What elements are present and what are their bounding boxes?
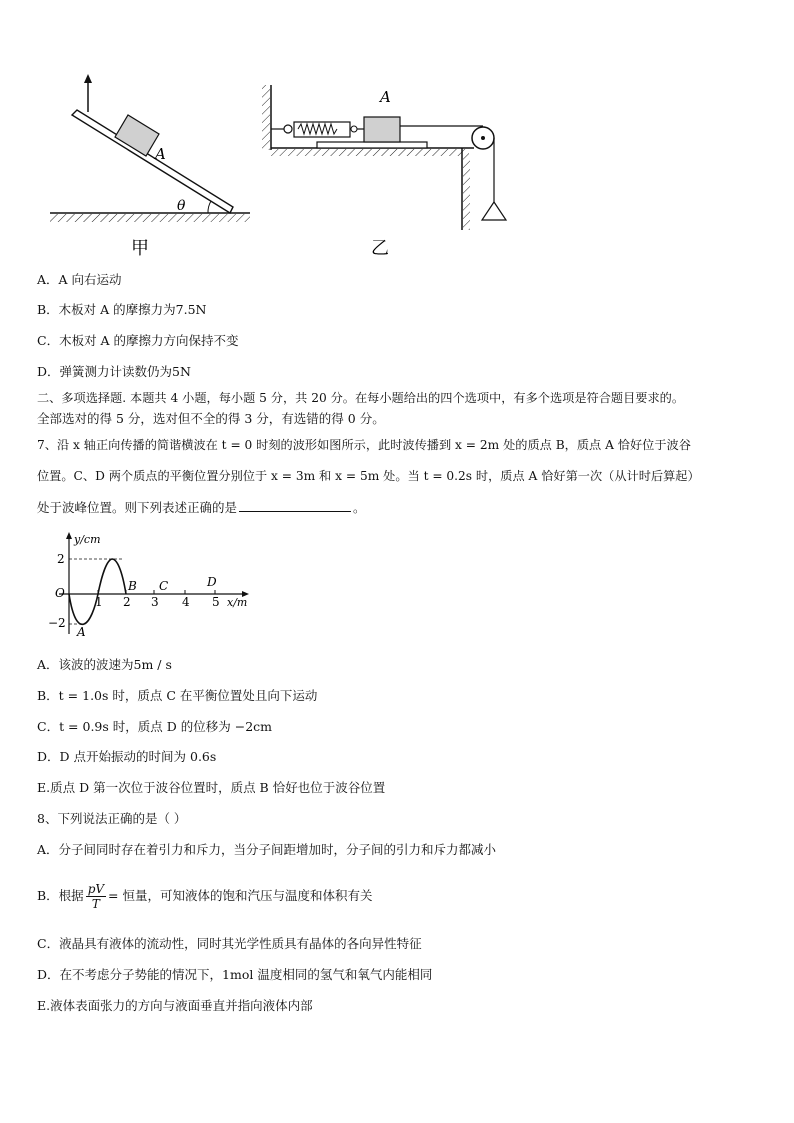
board (317, 142, 427, 148)
section2-line1: 二、多项选择题. 本题共 4 小题，每小题 5 分，共 20 分。在每小题给出的四个选项中，有多个选项是符合题目要求的。 (37, 391, 685, 405)
x-tick-1: 1 (95, 595, 103, 609)
answer-blank (239, 499, 351, 512)
point-d-label: D (207, 575, 217, 589)
block-a (115, 115, 159, 156)
wave-graph (45, 530, 260, 645)
figure-yi (262, 80, 512, 260)
y-tick-neg2: −2 (48, 616, 66, 630)
q8-option-b (37, 878, 373, 914)
q7-line3 (37, 499, 366, 516)
section2-line2: 全部选对的得 5 分，选对但不全的得 3 分，有选错的得 0 分。 (37, 411, 385, 426)
block-a-label: A (380, 88, 391, 106)
q8-option-a: A．分子间同时存在着引力和斥力，当分子间距增加时，分子间的引力和斥力都减小 (37, 842, 497, 857)
q7-line2: 位置。C、D 两个质点的平衡位置分别位于 x = 3m 和 x = 5m 处。当 t = 0.2s 时，质点 A 恰好第一次（从计时后算起） (37, 469, 700, 483)
x-tick-2: 2 (123, 595, 131, 609)
q7-line3-end: 。 (353, 500, 366, 515)
q7-line3-text: 处于波峰位置。则下列表述正确的是 (37, 500, 238, 515)
x-axis-label: x/m (227, 596, 248, 609)
pv-over-t-fraction (86, 882, 106, 911)
q6-option-d: D．弹簧测力计读数仍为5N (37, 364, 191, 379)
point-b-label: B (128, 579, 137, 593)
q8-option-d: D．在不考虑分子势能的情况下，1mol 温度相同的氢气和氧气内能相同 (37, 967, 433, 982)
q6-option-c: C．木板对 A 的摩擦力方向保持不变 (37, 333, 239, 348)
q6-option-b: B．木板对 A 的摩擦力为7.5N (37, 302, 207, 317)
fraction-denominator: T (91, 897, 100, 911)
q7-line1: 7、沿 x 轴正向传播的简谐横波在 t = 0 时刻的波形如图所示，此时波传播到 x = 2m 处的质点 B，质点 A 恰好位于波谷 (37, 438, 691, 452)
block-a-label: A (155, 145, 166, 163)
fraction-numerator: pV (87, 882, 105, 896)
q8-option-b-pre: B．根据 (37, 888, 84, 903)
q8-option-c: C．液晶具有液体的流动性，同时其光学性质具有晶体的各向异性特征 (37, 936, 422, 951)
q8-option-b-post: = 恒量，可知液体的饱和汽压与温度和体积有关 (108, 888, 373, 903)
point-c-label: C (159, 579, 169, 593)
q7-option-e: E.质点 D 第一次位于波谷位置时，质点 B 恰好也位于波谷位置 (37, 780, 386, 795)
q7-option-c: C．t = 0.9s 时，质点 D 的位移为 −2cm (37, 719, 272, 734)
block-a (364, 117, 400, 142)
x-tick-4: 4 (182, 595, 190, 609)
point-a-label: A (77, 625, 86, 639)
angle-arc (208, 201, 211, 213)
q8-stem: 8、下列说法正确的是（ ） (37, 811, 187, 826)
figure-jia (40, 70, 255, 260)
caption-yi: 乙 (371, 238, 389, 259)
angle-label: θ (177, 198, 186, 214)
q8-option-e: E.液体表面张力的方向与液面垂直并指向液体内部 (37, 998, 313, 1013)
inclined-board (72, 110, 233, 213)
q6-option-a: A．A 向右运动 (37, 272, 122, 287)
ground-hatch (50, 214, 250, 222)
wall-hatch (262, 85, 270, 150)
hanging-weight (482, 202, 506, 220)
x-tick-5: 5 (212, 595, 220, 609)
q7-option-a: A．该波的波速为5m / s (37, 657, 172, 672)
y-axis-label: y/cm (74, 533, 101, 546)
x-tick-3: 3 (151, 595, 159, 609)
y-tick-2: 2 (57, 552, 65, 566)
caption-jia: 甲 (131, 238, 149, 259)
q7-option-d: D．D 点开始振动的时间为 0.6s (37, 749, 217, 764)
q7-option-b: B．t = 1.0s 时，质点 C 在平衡位置处且向下运动 (37, 688, 318, 703)
origin-label: O (55, 586, 65, 600)
